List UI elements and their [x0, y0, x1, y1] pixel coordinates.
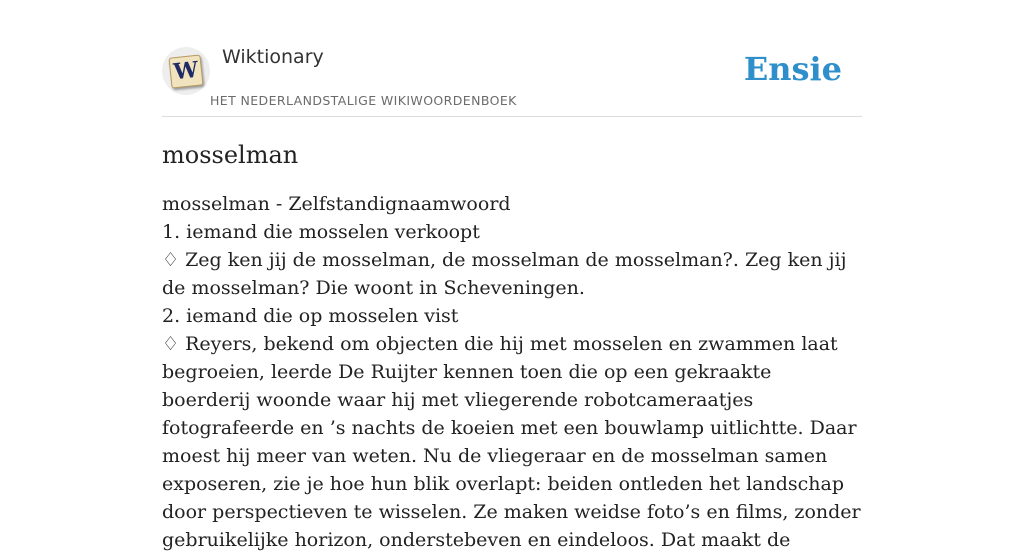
- entry-content: [162, 140, 862, 554]
- site-name[interactable]: Wiktionary: [222, 46, 324, 68]
- definition-example: ♢ Zeg ken jij de mosselman, de mosselman de mosselman?. Zeg ken jij de mosselman? Die woont in Scheveningen.: [162, 249, 847, 299]
- site-tagline: HET NEDERLANDSTALIGE WIKIWOORDENBOEK: [210, 93, 517, 108]
- entry-body: [162, 190, 862, 554]
- definition-sense: 2. iemand die op mosselen vist: [162, 305, 459, 327]
- site-header: [162, 40, 862, 117]
- ensie-brand-link[interactable]: Ensie: [743, 50, 842, 88]
- wiktionary-logo[interactable]: [162, 47, 210, 95]
- definition-example: ♢ Reyers, bekend om objecten die hij met mosselen en zwammen laat begroeien, leerde De Ruijter kennen toen die op een gekraakte boerderij woonde waar hij met vliegerende robotcameraatjes fotografeerde en ’s nachts de koeien met een bouwlamp uitlichtte. Daar moest hij meer van weten. Nu de vliegeraar en de mosselman samen exposeren, zie je hoe hun blik overlapt: beiden ontleden het landschap door perspectieven te wisselen. Ze maken weidse foto’s en films, zonder gebruikelijke horizon, onderstebeven en eindeloos. Dat maakt de: [162, 333, 861, 551]
- definition-sense: 1. iemand die mosselen verkoopt: [162, 221, 480, 243]
- entry-title: mosselman: [162, 141, 299, 169]
- logo-tile-icon: W: [168, 54, 203, 88]
- entry-heading: mosselman - Zelfstandignaamwoord: [162, 193, 511, 215]
